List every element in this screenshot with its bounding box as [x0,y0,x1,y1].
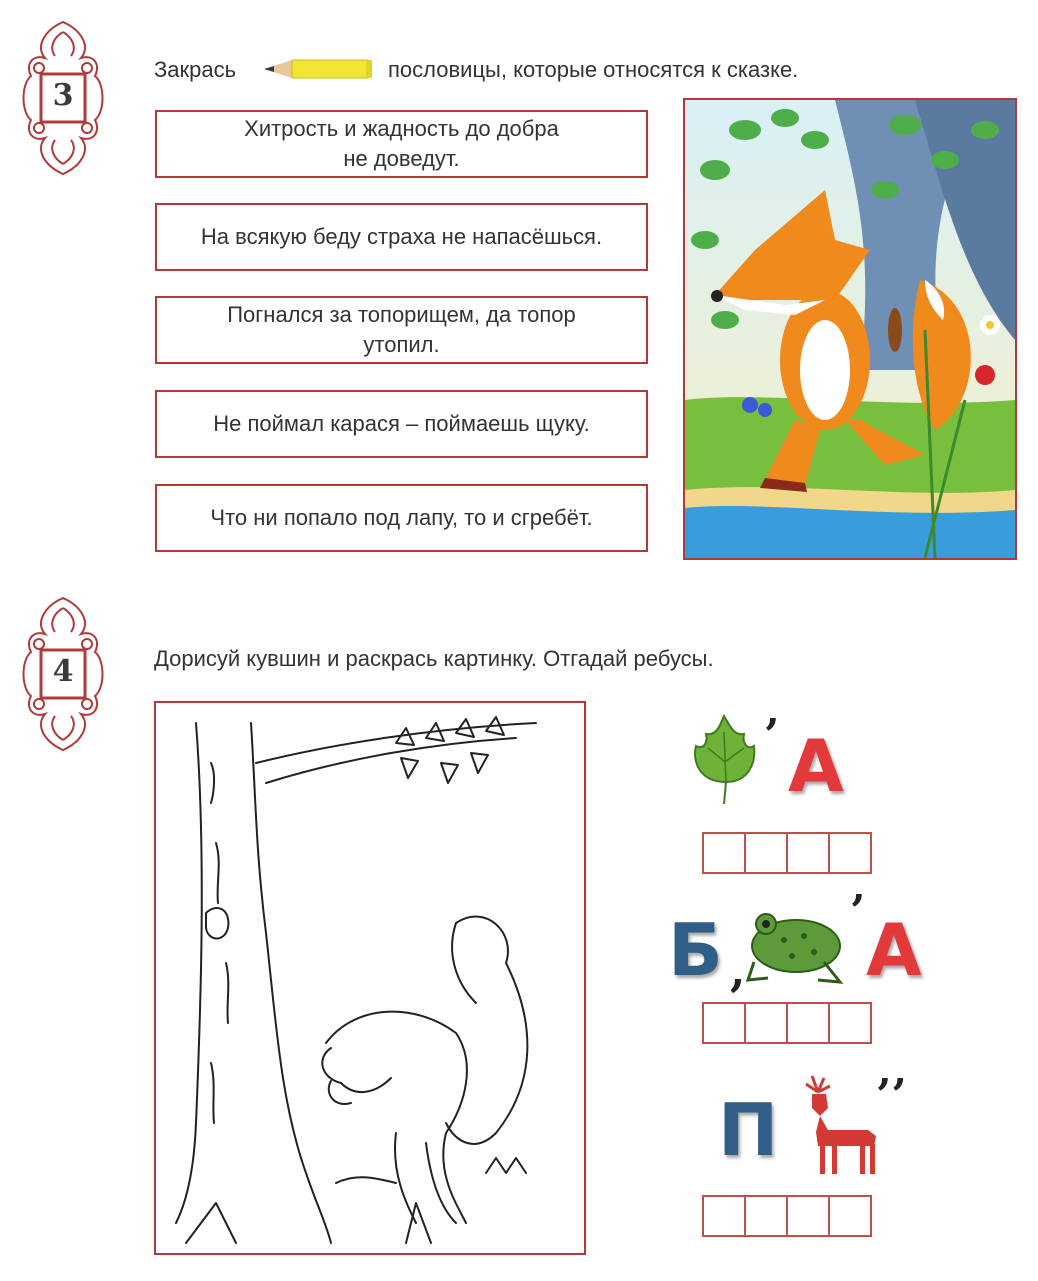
rebus-2-answer-cells[interactable] [702,1002,872,1044]
rebus-1-comma-right: ’ [764,710,780,761]
fox-picture-icon [685,100,1015,558]
rebus-3-answer-cells[interactable] [702,1195,872,1237]
answer-cell[interactable] [786,1002,830,1044]
frog-icon [744,900,848,986]
proverb-3-line-1: Погнался за топорищем, да топор [227,302,576,327]
answer-cell[interactable] [702,832,746,874]
proverb-1-line-1: Хитрость и жадность до добра [244,116,559,141]
proverb-box-5[interactable] [155,484,648,552]
rebus-2-comma-right: ’ [850,886,866,937]
task-3-instruction [154,57,236,83]
answer-cell[interactable] [828,1002,872,1044]
task-4-number: 4 [52,654,74,689]
proverb-3-line-2: утопил. [363,332,440,357]
proverb-5-text: Что ни попало под лапу, то и сгребёт. [210,505,593,530]
answer-cell[interactable] [702,1002,746,1044]
proverb-box-1[interactable] [155,110,648,178]
fox-illustration [683,98,1017,560]
task-3-number: 3 [52,78,74,113]
answer-cell[interactable] [744,1002,788,1044]
deer-icon [798,1072,884,1176]
answer-cell[interactable] [786,832,830,874]
yellow-pencil-icon [262,57,374,81]
answer-cell[interactable] [744,1195,788,1237]
task-3-badge [15,18,111,178]
task-3-instruction-rest [388,57,798,83]
answer-cell[interactable] [702,1195,746,1237]
proverb-box-4[interactable] [155,390,648,458]
rebus-1-letter-right: А [788,724,844,808]
answer-cell[interactable] [786,1195,830,1237]
rebus-2-letter-right: А [866,908,922,992]
proverb-box-3[interactable] [155,296,648,364]
instruction-before: Закрась [154,57,237,82]
proverb-1-line-2: не доведут. [343,146,460,171]
answer-cell[interactable] [744,832,788,874]
fox-coloring-outline-icon [156,703,584,1253]
instruction-after: пословицы, которые относятся к сказке. [388,57,799,82]
coloring-picture[interactable] [154,701,586,1255]
answer-cell[interactable] [828,1195,872,1237]
task-4-instruction: Дорисуй кувшин и раскрась картинку. Отгадай ребусы. [154,646,714,671]
proverb-4-text: Не поймал карася – поймаешь щуку. [213,411,590,436]
proverb-2-text: На всякую беду страха не напасёшься. [200,224,603,249]
task-4-badge [15,594,111,754]
rebus-2-comma-left: , [730,946,746,997]
answer-cell[interactable] [828,832,872,874]
rebus-1-answer-cells[interactable] [702,832,872,874]
rebus-3-letter-left: П [718,1088,779,1172]
rebus-2-letter-left: Б [668,908,723,992]
leaf-icon [690,712,758,808]
proverb-box-2[interactable] [155,203,648,271]
rebus-3-comma-right: ’’ [876,1070,907,1121]
